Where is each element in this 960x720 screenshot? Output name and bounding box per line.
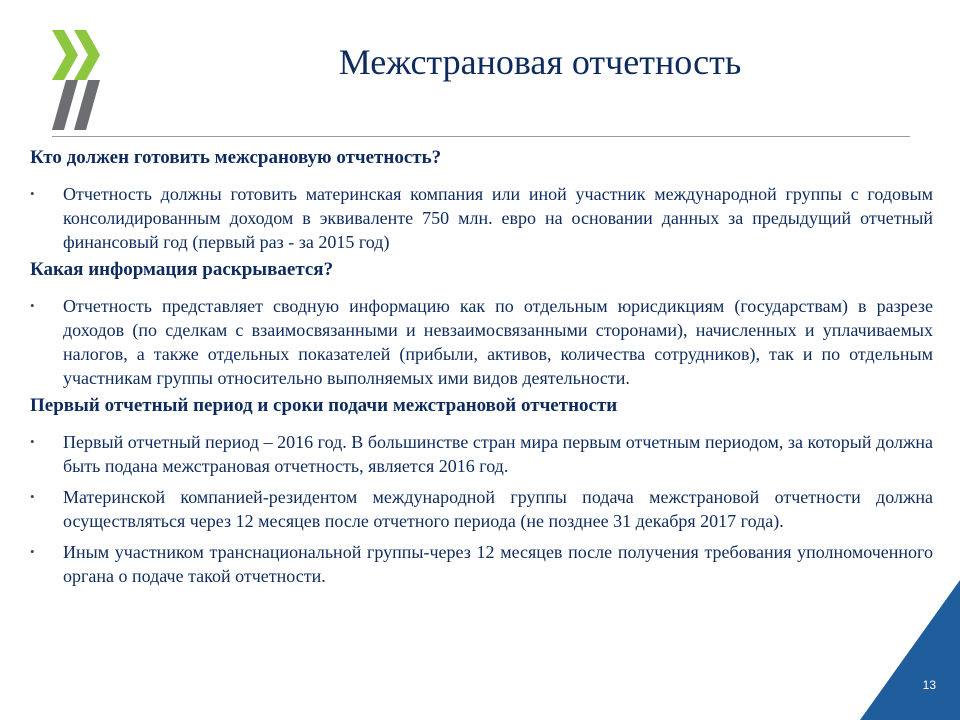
bullet-dot-icon: • — [30, 544, 35, 559]
section-heading-what: Какая информация раскрывается? — [30, 259, 334, 280]
logo-chevron-grey-right — [74, 80, 100, 130]
page-number: 13 — [922, 678, 936, 692]
section-heading-who: Кто должен готовить межсрановую отчетность? — [30, 147, 442, 168]
bullet-period-2 — [30, 485, 933, 533]
oecd-logo-icon — [52, 30, 104, 130]
logo-chevron-green-left — [52, 30, 78, 80]
bullet-who-1 — [30, 182, 933, 254]
slide-content — [30, 146, 933, 595]
section-heading-period: Первый отчетный период и сроки подачи межстрановой отчетности — [30, 395, 618, 416]
bullet-what-1 — [30, 294, 933, 390]
bullet-text: Иным участником транснациональной группы-через 12 месяцев после получения требования уполномоченного органа о подаче такой отчетности. — [63, 542, 933, 586]
bullet-text: Материнской компанией-резидентом международной группы подача межстрановой отчетности должна осуществляться через 12 месяцев после отчетного периода (не позднее 31 декабря 2017 года). — [63, 487, 933, 531]
slide-title: Межстрановая отчетность — [338, 42, 742, 82]
bullet-dot-icon: • — [30, 186, 35, 201]
corner-triangle-decoration — [860, 580, 960, 720]
title-divider — [52, 136, 910, 137]
bullet-text: Первый отчетный период – 2016 год. В большинстве стран мира первым отчетным периодом, за который должна быть подана межстрановая отчетность, является 2016 год. — [63, 432, 933, 476]
bullet-period-1 — [30, 430, 933, 478]
bullet-period-3 — [30, 540, 933, 588]
logo-chevron-grey-left — [52, 80, 78, 130]
bullet-dot-icon: • — [30, 489, 35, 504]
bullet-text: Отчетность должны готовить материнская компания или иной участник международной группы с годовым консолидированным доходом в эквиваленте 750 млн. евро на основании данных за предыдущий отчетный финансовый год (первый раз - за 2015 год) — [63, 184, 933, 252]
bullet-text: Отчетность представляет сводную информацию как по отдельным юрисдикциям (государствам) в разрезе доходов (по сделкам с взаимосвязанными и невзаимосвязанными сторонами), начисленных и уплачиваемых налогов, а также отдельных показателей (прибыли, активов, количества сотрудников), так и по отдельным участникам группы относительно выполняемых ими видов деятельности. — [63, 296, 933, 388]
bullet-dot-icon: • — [30, 434, 35, 449]
bullet-dot-icon: • — [30, 298, 35, 313]
